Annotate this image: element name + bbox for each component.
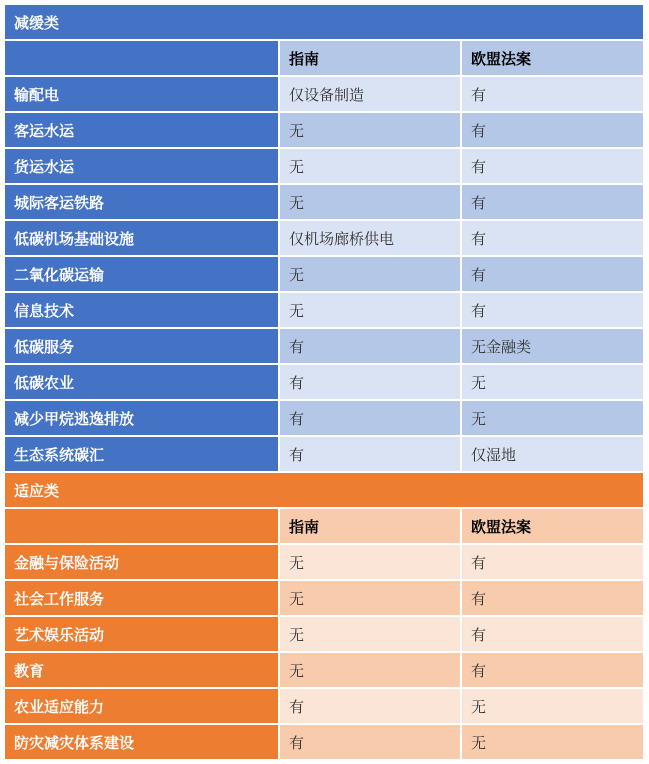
adaptation-row-label: 农业适应能力 <box>5 689 278 723</box>
adaptation-header-row <box>5 509 643 543</box>
adaptation-title-row <box>5 473 643 507</box>
adaptation-row-eu: 无 <box>462 689 643 723</box>
adaptation-row-guide: 有 <box>280 689 460 723</box>
table-row <box>5 185 643 219</box>
mitigation-row-guide: 无 <box>280 257 460 291</box>
adaptation-header-eu: 欧盟法案 <box>462 509 643 543</box>
mitigation-row-eu: 有 <box>462 113 643 147</box>
mitigation-row-label: 信息技术 <box>5 293 278 327</box>
mitigation-section-title: 减缓类 <box>5 5 643 39</box>
adaptation-row-guide: 无 <box>280 545 460 579</box>
adaptation-row-label: 社会工作服务 <box>5 581 278 615</box>
table-row <box>5 329 643 363</box>
mitigation-row-eu: 无 <box>462 365 643 399</box>
mitigation-row-guide: 有 <box>280 437 460 471</box>
adaptation-row-label: 防灾减灾体系建设 <box>5 725 278 759</box>
table-row <box>5 437 643 471</box>
table-row <box>5 77 643 111</box>
table-row <box>5 545 643 579</box>
mitigation-row-eu: 有 <box>462 185 643 219</box>
table-row <box>5 149 643 183</box>
adaptation-row-guide: 无 <box>280 617 460 651</box>
adaptation-row-eu: 有 <box>462 545 643 579</box>
mitigation-row-eu: 有 <box>462 221 643 255</box>
mitigation-row-label: 低碳机场基础设施 <box>5 221 278 255</box>
mitigation-row-label: 二氧化碳运输 <box>5 257 278 291</box>
adaptation-row-eu: 有 <box>462 617 643 651</box>
adaptation-row-label: 教育 <box>5 653 278 687</box>
mitigation-row-label: 减少甲烷逃逸排放 <box>5 401 278 435</box>
mitigation-row-label: 低碳农业 <box>5 365 278 399</box>
adaptation-header-guide: 指南 <box>280 509 460 543</box>
adaptation-row-eu: 有 <box>462 653 643 687</box>
mitigation-row-label: 货运水运 <box>5 149 278 183</box>
mitigation-header-row <box>5 41 643 75</box>
mitigation-row-guide: 仅机场廊桥供电 <box>280 221 460 255</box>
adaptation-row-label: 艺术娱乐活动 <box>5 617 278 651</box>
mitigation-row-eu: 有 <box>462 257 643 291</box>
adaptation-row-guide: 无 <box>280 653 460 687</box>
adaptation-row-guide: 无 <box>280 581 460 615</box>
mitigation-row-guide: 无 <box>280 149 460 183</box>
table-row <box>5 113 643 147</box>
adaptation-header-empty <box>5 509 278 543</box>
mitigation-row-label: 低碳服务 <box>5 329 278 363</box>
mitigation-row-guide: 有 <box>280 329 460 363</box>
adaptation-row-eu: 有 <box>462 581 643 615</box>
table-row <box>5 221 643 255</box>
mitigation-row-label: 城际客运铁路 <box>5 185 278 219</box>
table-row <box>5 365 643 399</box>
mitigation-row-eu: 无金融类 <box>462 329 643 363</box>
mitigation-row-eu: 有 <box>462 149 643 183</box>
table-row <box>5 653 643 687</box>
table-row <box>5 401 643 435</box>
table-row <box>5 581 643 615</box>
adaptation-section-title: 适应类 <box>5 473 643 507</box>
mitigation-row-guide: 无 <box>280 185 460 219</box>
mitigation-header-empty <box>5 41 278 75</box>
mitigation-row-guide: 仅设备制造 <box>280 77 460 111</box>
mitigation-row-guide: 无 <box>280 113 460 147</box>
adaptation-row-guide: 有 <box>280 725 460 759</box>
mitigation-row-label: 输配电 <box>5 77 278 111</box>
mitigation-row-eu: 仅湿地 <box>462 437 643 471</box>
mitigation-header-guide: 指南 <box>280 41 460 75</box>
mitigation-row-guide: 无 <box>280 293 460 327</box>
mitigation-row-guide: 有 <box>280 401 460 435</box>
adaptation-rows <box>5 545 643 759</box>
mitigation-title-row <box>5 5 643 39</box>
table-row <box>5 617 643 651</box>
adaptation-row-eu: 无 <box>462 725 643 759</box>
mitigation-row-label: 客运水运 <box>5 113 278 147</box>
mitigation-row-eu: 有 <box>462 293 643 327</box>
mitigation-row-eu: 有 <box>462 77 643 111</box>
adaptation-row-label: 金融与保险活动 <box>5 545 278 579</box>
mitigation-rows <box>5 77 643 471</box>
mitigation-row-label: 生态系统碳汇 <box>5 437 278 471</box>
table-row <box>5 725 643 759</box>
mitigation-row-eu: 无 <box>462 401 643 435</box>
table-row <box>5 293 643 327</box>
table-row <box>5 257 643 291</box>
mitigation-row-guide: 有 <box>280 365 460 399</box>
comparison-table <box>5 5 643 761</box>
mitigation-header-eu: 欧盟法案 <box>462 41 643 75</box>
table-row <box>5 689 643 723</box>
